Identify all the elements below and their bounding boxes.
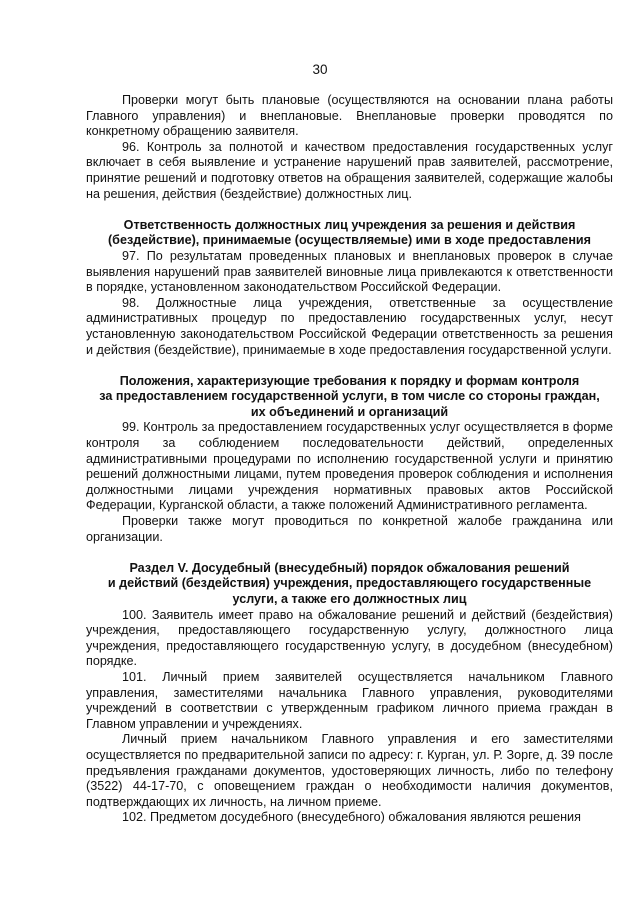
document-body bbox=[86, 93, 613, 826]
paragraph-102: 102. Предметом досудебного (внесудебного) обжалования являются решения bbox=[122, 810, 581, 825]
section-heading-section-v bbox=[86, 561, 613, 608]
paragraph-100: 100. Заявитель имеет право на обжалование решений и действий (бездействия) учреждения, предоставляющего государственную услугу, должностного лица учреждения, предоставляющего государственную услугу, в досудебном (внесудебном) порядке. bbox=[86, 607, 613, 669]
section-heading-responsibility bbox=[86, 218, 613, 249]
heading-line: услуги, а также его должностных лиц bbox=[232, 592, 467, 606]
spacer bbox=[86, 202, 613, 218]
paragraph-101: 101. Личный прием заявителей осуществляется начальником Главного управления, заместителями начальника Главного управления, руководителями учреждений в соответствии с утвержденным графиком личного приема граждан в Главном управлении и учреждениях. bbox=[86, 669, 613, 731]
paragraph-personal-reception: Личный прием начальником Главного управления и его заместителями осуществляется по предварительной записи по адресу: г. Курган, ул. Р. Зорге, д. 39 после предъявления гражданами документов, удостоверяющих личность, либо по телефону (3522) 44-17-70, с оповещением граждан о необходимости наличия документов, подтверждающих их личность, на личном приеме. bbox=[86, 732, 613, 809]
paragraph-98: 98. Должностные лица учреждения, ответственные за осуществление административных процедур по предоставлению государственных услуг, несут установленную законодательством Российской Федерации ответственность за решения и действия (бездействие), принимаемые в ходе предоставления государственной услуги. bbox=[86, 295, 613, 357]
heading-line: и действий (бездействия) учреждения, предоставляющего государственные bbox=[107, 576, 592, 591]
paragraph-96: 96. Контроль за полнотой и качеством предоставления государственных услуг включает в себя выявление и устранение нарушений прав заявителей, рассмотрение, принятие решений и подготовку ответов на обращения заявителей, содержащие жалобы на решения, действия (бездействие) должностных лиц. bbox=[86, 139, 613, 201]
section-heading-control-requirements bbox=[86, 374, 613, 421]
spacer bbox=[86, 358, 613, 374]
paragraph-97: 97. По результатам проведенных плановых и внеплановых проверок в случае выявления нарушений прав заявителей виновные лица привлекаются к ответственности в порядке, установленном законодательством Российской Федерации. bbox=[86, 248, 613, 295]
paragraph-inspections-types: Проверки могут быть плановые (осуществляются на основании плана работы Главного управления) и внеплановые. Внеплановые проверки проводятся по конкретному обращению заявителя. bbox=[86, 93, 613, 139]
heading-line: их объединений и организаций bbox=[250, 404, 449, 419]
heading-line: Положения, характеризующие требования к порядку и формам контроля bbox=[119, 373, 580, 388]
paragraph-99: 99. Контроль за предоставлением государственных услуг осуществляется в форме контроля за соблюдением последовательности действий, определенных административными процедурами по исполнению государственной услуги и принятию решений должностными лицами, путем проведения проверок соблюдения и исполнения должностными лицами учреждения нормативных правовых актов Российской Федерации, Курганской области, а также положений Административного регламента. bbox=[86, 420, 613, 513]
spacer bbox=[86, 545, 613, 561]
heading-line: Раздел V. Досудебный (внесудебный) порядок обжалования решений bbox=[129, 560, 570, 575]
heading-line: (бездействие), принимаемые (осуществляемые) ими в ходе предоставления bbox=[107, 233, 592, 248]
paragraph-complaint-checks: Проверки также могут проводиться по конкретной жалобе гражданина или организации. bbox=[86, 514, 613, 544]
page-number: 30 bbox=[312, 62, 328, 77]
heading-line: Ответственность должностных лиц учреждения за решения и действия bbox=[123, 217, 576, 232]
heading-line: за предоставлением государственной услуги, в том числе со стороны граждан, bbox=[99, 389, 600, 404]
